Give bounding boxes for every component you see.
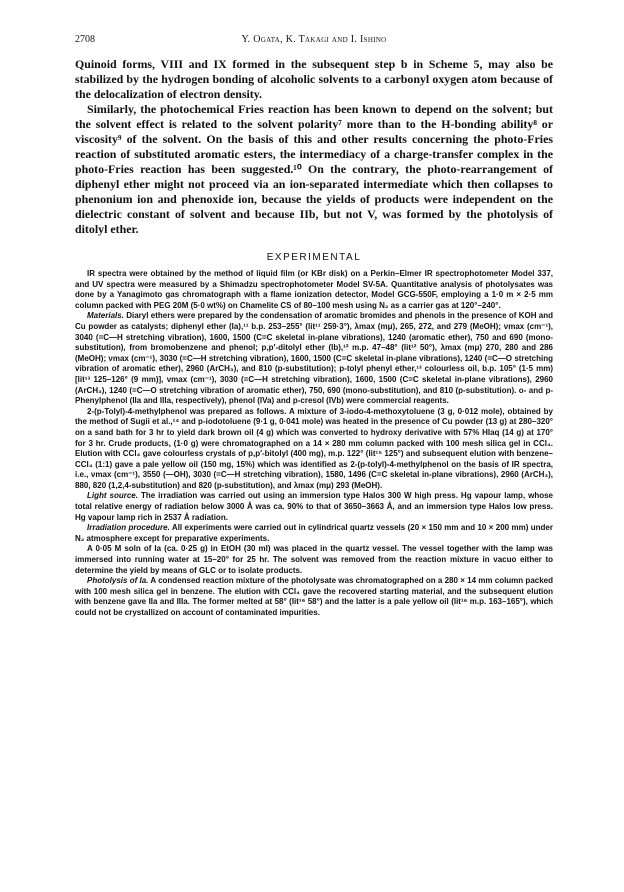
paragraph-photolysis <box>75 576 553 618</box>
paragraph-instruments: IR spectra were obtained by the method of liquid film (or KBr disk) on a Perkin–Elmer IR spectrophotometer Model 337, and UV spectra were measured by a Shimadzu spectrophotometer Model SV-5A. Quantitative analysis of photolysates was done by a Yanagimoto gas chromatograph with a flame ionization detector, Model GCG-550F, employing a 1·0 m × 2·5 mm column packed with PEG 20M (5·0 wt%) on Chamelite CS of 80–100 mesh using N₂ as a carrier gas at 120°–240°. <box>75 269 553 310</box>
irradiation-text: All experiments were carried out in cylindrical quartz vessels (20 × 150 mm and 10 × 200 mm) under N₂ atmosphere except for preparative experiments. <box>75 523 553 543</box>
irradiation-lead: Irradiation procedure. <box>87 523 170 533</box>
running-header <box>75 34 553 45</box>
paragraph-quinoid: Quinoid forms, VIII and IX formed in the subsequent step b in Scheme 5, may also be stabilized by the hydrogen bonding of alcoholic solvents to a carbonyl oxygen atom because of the delocalization of electron density. <box>75 57 553 101</box>
materials-text: Diaryl ethers were prepared by the condensation of aromatic bromides and phenols in the presence of KOH and Cu powder as catalysts; diphenyl ether (Ia),¹¹ b.p. 253–255° (lit¹¹ 259·3°), λmax (mμ), 265, 272, and 279 (MeOH); νmax (cm⁻¹), 3040 (=C—H stretching vibration), 1600, 1500 (C=C skeletal in-plane vibrations), 1240 (aromatic ether), 750 and 690 (mono-substitution), from bromobenzene and phenol; p,p′-ditolyl ether (Ib),¹² m.p. 47–48° (lit¹² 50°), λmax (mμ) 270, 280 and 286 (MeOH); νmax (cm⁻¹), 3030 (=C—H stretching vibration), 1600, 1500 (C=C skeletal in-plane vibrations), 1240 (=C—O stretching vibration of aromatic ether), 2960 (ArCH₃), and 810 (p-substitution); p-tolyl phenyl ether,¹³ colourless oil, b.p. 105° (1·5 mm) [lit¹³ 125–126° (9 mm)], νmax (cm⁻¹), 3030 (=C—H stretching vibration), 1600, 1500 (C=C skeletal in-plane vibrations), 2960 (ArCH₃), 1240 (=C—O stretching vibration of aromatic ether), 750, 690 (mono-substitution), and 810 (p-substitution). o- and p-Phenylphenol (IIa and IIIa, respectively), phenol (IVa) and p-cresol (IVb) were commercial reagents. <box>75 311 553 406</box>
photolysis-text: A condensed reaction mixture of the photolysate was chromatographed on a 280 × 14 mm column packed with 100 mesh silica gel in benzene. The elution with CCl₄ gave the recovered starting material, and the subsequent elution with benzene gave IIa and IIIa. The former melted at 58° (lit¹⁶ 58°) and the latter is a pale yellow oil (lit¹⁶ m.p. 163–165°), which could not be crystallized on account of contaminated impurities. <box>75 576 554 617</box>
paragraph-light-source <box>75 491 553 523</box>
materials-lead: Materials. <box>87 311 124 321</box>
page-number: 2708 <box>75 34 95 45</box>
photolysis-lead: Photolysis of Ia. <box>87 576 149 586</box>
paragraph-synthesis: 2-(p-Tolyl)-4-methylphenol was prepared as follows. A mixture of 3-iodo-4-methoxytoluene (3 g, 0·012 mole), obtained by the method of Sugii et al.,¹⁴ and p-iodotoluene (9·1 g, 0·041 mole) was heated in the presence of Cu powder (13 g) at 280–320° on a sand bath for 3 hr to yield dark brown oil (4 g) which was converted to hydroxy derivative with 57% HIaq (14 g) at 170° for 3 hr. Crude products, (1·0 g) were chromatographed on a 14 × 280 mm column packed with 100 mesh silica gel in CCl₄. Elution with CCl₄ gave colourless crystals of p,p′-bitolyl (400 mg), m.p. 122° (lit¹⁵ 125°) and subsequent elution with benzene–CCl₄ (1:1) gave a pale yellow oil (150 mg, 15%) which was identified as 2-(p-tolyl)-4-methylphenol on the basis of IR spectra, i.e., νmax (cm⁻¹), 3550 (—OH), 3030 (=C—H stretching vibration), 1580, 1496 (C=C skeletal in-plane vibrations), 2960 (ArCH₃), 880, 820 (1,2,4-substitution) and 820 (p-substitution), and λmax (mμ) 293 (MeOH). <box>75 406 553 490</box>
paragraph-materials <box>75 311 553 406</box>
journal-page <box>75 34 553 619</box>
author-line: Y. Ogata, K. Takagi and I. Ishino <box>241 34 387 45</box>
paragraph-irradiation <box>75 523 553 544</box>
light-source-lead: Light source. <box>87 491 138 501</box>
paragraph-solution: A 0·05 M soln of Ia (ca. 0·25 g) in EtOH (30 ml) was placed in the quartz vessel. The vessel together with the lamp was immersed into running water at 15–20° for 25 hr. The solvent was removed from the reaction mixture in vacuo either to determine the yield by means of GLC or to isolate products. <box>75 544 553 575</box>
section-title-experimental: EXPERIMENTAL <box>266 252 362 263</box>
light-source-text: The irradiation was carried out using an immersion type Halos 300 W high press. Hg vapour lamp, whose total relative energy of radiation below 3000 Å was ca. 90% to that of 3650–3663 Å, and an immersion type Halos low press. Hg vapour lamp rich in 2537 Å radiation. <box>75 491 553 522</box>
paragraph-fries: Similarly, the photochemical Fries reaction has been known to depend on the solvent; but the solvent effect is related to the solvent polarity⁷ more than to the H-bonding ability⁸ or viscosity⁹ of the solvent. On the basis of this and other results concerning the photo-Fries reaction of substituted aromatic esters, the intermediacy of a charge-transfer complex in the photo-Fries reaction has been suggested.¹⁰ On the contrary, the photo-rearrangement of diphenyl ether might not proceed via an ion-separated intermediate which then collapses to phenonium ion and phenoxide ion, because the yields of products were independent on the dielectric constant of solvent and because IIb, but not V, was formed by the photolysis of ditolyl ether. <box>75 102 553 236</box>
